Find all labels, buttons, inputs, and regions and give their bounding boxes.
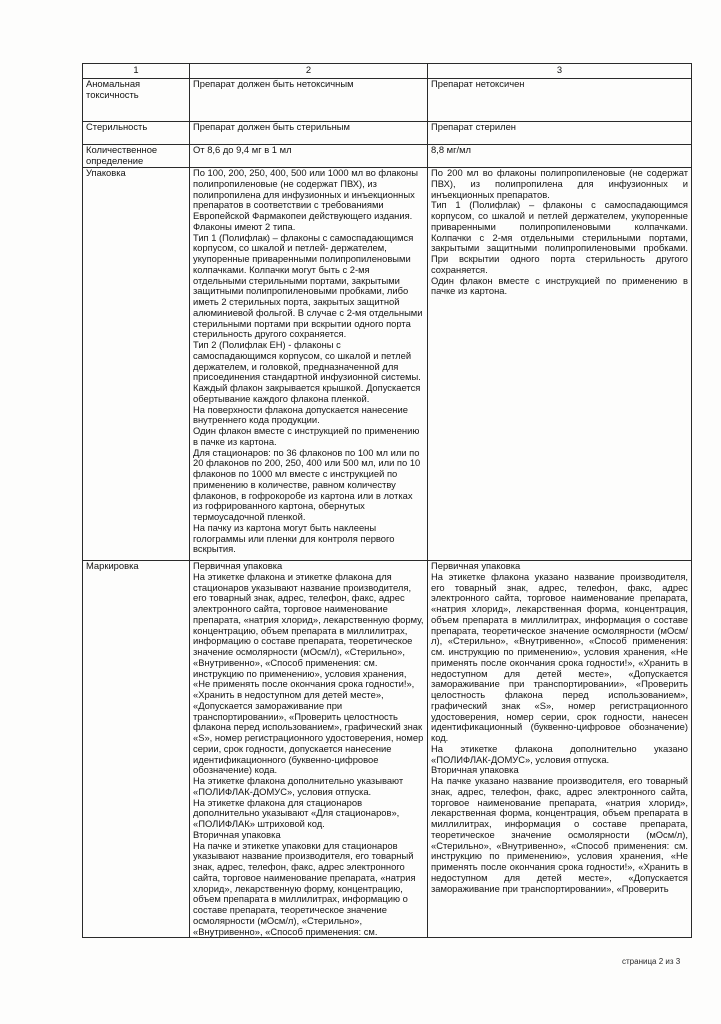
requirement-cell (190, 168, 428, 561)
table-row-marking (83, 561, 692, 938)
section-heading: Вторичная упаковка (193, 828, 281, 840)
result-cell (428, 561, 692, 938)
paragraph: Тип 1 (Полифлак) – флаконы с самоспадающимся корпусом, со шкалой и петлей- держателем, укупоренные приваренными полипропиленовыми колпачками. Колпачки могут быть с 2-мя отдельными стерильными портами, закрытыми защитными полипропиленовыми пробками, либо иметь 2 стерильных порта, закрытых защитной алюминиевой фольгой. В случае с 2-мя отдельными стерильными портами при вскрытии одного порта стерильность другого сохраняется. (193, 231, 423, 340)
table-row-sterility (83, 122, 692, 145)
paragraph: На поверхности флакона допускается нанесение внутреннего кода продукции. (193, 403, 408, 426)
param-cell: Маркировка (83, 561, 190, 938)
requirement-cell (190, 561, 428, 938)
paragraph: На этикетке флакона для стационаров дополнительно указывают «Для стационаров», «ПОЛИФЛАК» штриховой код. (193, 796, 400, 829)
param-cell: Аномальная токсичность (83, 79, 190, 122)
requirement-cell: Препарат должен быть стерильным (190, 122, 428, 145)
table-header-row (83, 64, 692, 79)
column-number-1: 1 (83, 64, 190, 79)
table-row-packaging (83, 168, 692, 561)
paragraph: На этикетке флакона указано название производителя, его товарный знак, адрес, телефон, факс, адрес электронного сайта, торговое наименование препарата, «натрия хлорид», лекарственная форма, концентрация, объем препарата в миллилитрах, информация о составе препарата, теоретическое значение осмолярности (мОсм/л), «Стерильно», «Внутривенно», «Способ применения: см. инструкцию по применению», условия хранения, «Не применять после окончания срока годности!», «Хранить в недоступном для детей месте», «Допускается замораживание при транспортировании», «Проверить целостность флакона перед использованием», графический знак «S», номер регистрационного удостоверения, номер серии, срок годности, нанесен идентификационный (буквенно-цифровое обозначение) код. (431, 570, 688, 743)
param-cell: Упаковка (83, 168, 190, 561)
paragraph: Тип 2 (Полифлак ЕН) - флаконы с самоспадающимся корпусом, со шкалой и петлей держателем, и головкой, предназначенной для присоединения стандартной инфузионной системы. Каждый флакон закрывается крышкой. Допускается обертывание каждого флакона пленкой. (193, 339, 421, 404)
paragraph: На пачку из картона могут быть наклеены голограммы или пленки для контроля первого вскрытия. (193, 521, 395, 555)
section-heading: Первичная упаковка (193, 560, 283, 571)
paragraph: На этикетке флакона дополнительно указано «ПОЛИФЛАК-ДОМУС», условия отпуска. (431, 742, 688, 765)
param-cell: Стерильность (83, 122, 190, 145)
result-cell (428, 168, 692, 561)
requirement-cell: От 8,6 до 9,4 мг в 1 мл (190, 145, 428, 168)
column-number-3: 3 (428, 64, 692, 79)
section-heading: Вторичная упаковка (431, 764, 519, 776)
paragraph: Один флакон вместе с инструкцией по применению в пачке из картона. (193, 425, 420, 447)
result-cell: Препарат нетоксичен (428, 79, 692, 122)
specification-table (82, 63, 692, 938)
paragraph: Тип 1 (Полифлак) – флаконы с самоспадающимся корпусом, со шкалой и петлей держателем, укупоренные приваренными полипропиленовыми колпачками. Колпачки с 2-мя отдельными стерильными портами, закрытыми защитными полипропиленовыми пробками. При вскрытии одного порта стерильность другого сохраняется. (431, 199, 688, 275)
param-cell: Количественное определение (83, 145, 190, 168)
result-cell: Препарат стерилен (428, 122, 692, 145)
paragraph: По 100, 200, 250, 400, 500 или 1000 мл во флаконы полипропиленовые (не содержат ПВХ), из полипропилена для инфузионных и инъекционных препаратов в соответствии с требованиями Европейской Фармакопеи действующего издания. Флаконы имеют 2 типа. (193, 167, 418, 232)
paragraph: На этикетке флакона и этикетке флакона для стационаров указывают название производителя, его товарный знак, адрес, телефон, факс, адрес электронного сайта, торговое наименование препарата, «натрия хлорид», лекарственную форму, концентрацию, объем препарата в миллилитрах, информацию о составе препарата, теоретическое значение осмолярности (мОсм/л), «Стерильно», «Внутривенно», «Способ применения: см. инструкцию по применению», условия хранения, «Не применять после окончания срока годности!», «Хранить в недоступном для детей месте», «Допускается замораживание при транспортировании», «Проверить целостность флакона перед использованием», графический знак «S», номер регистрационного удостоверения, номер серии, срок годности, допускается нанесение идентификационного (буквенно-цифровое обозначение) кода. (193, 570, 424, 776)
paragraph: На пачке и этикетке упаковки для стационаров указывают название производителя, его товарный знак, адрес, телефон, факс, адрес электронного сайта, торговое наименование препарата, «натрия хлорид», лекарственную форму, концентрацию, объем препарата в миллилитрах, информацию о составе препарата, теоретическое значение осмолярности (мОсм/л), «Стерильно», «Внутривенно», «Способ применения: см. (193, 839, 416, 937)
paragraph: Один флакон вместе с инструкцией по применению в пачке из картона. (431, 274, 688, 297)
requirement-cell: Препарат должен быть нетоксичным (190, 79, 428, 122)
table-row-toxicity (83, 79, 692, 122)
paragraph: Для стационаров: по 36 флаконов по 100 мл или по 20 флаконов по 200, 250, 400 или 500 мл, или по 10 флаконов по 1000 мл вместе с инструкцией по применению в количестве, равном количеству флаконов, в гофрокоробе из картона или в лотках из гофрированного картона, обернутых термоусадочной пленкой. (193, 446, 421, 522)
page-number: страница 2 из 3 (622, 957, 681, 966)
result-cell: 8,8 мг/мл (428, 145, 692, 168)
paragraph: На пачке указано название производителя, его товарный знак, адрес, телефон, факс, адрес электронного сайта, торговое наименование препарата, «натрия хлорид», лекарственная форма, концентрация, объем препарата в миллилитрах, информация о составе препарата, теоретическое значение осмолярности (мОсм/л), «Стерильно», «Внутривенно», «Способ применения: см. инструкцию по применению», условия хранения, «Не применять после окончания срока годности!», «Хранить в недоступном для детей месте», «Допускается замораживание при транспортировании», «Проверить (431, 775, 688, 894)
column-number-2: 2 (190, 64, 428, 79)
table-row-quantity (83, 145, 692, 168)
paragraph: На этикетке флакона дополнительно указывают «ПОЛИФЛАК-ДОМУС», условия отпуска. (193, 775, 404, 797)
paragraph: По 200 мл во флаконы полипропиленовые (не содержат ПВХ), из полипропилена для инфузионных и инъекционных препаратов. (431, 167, 688, 200)
section-heading: Первичная упаковка (431, 560, 521, 571)
